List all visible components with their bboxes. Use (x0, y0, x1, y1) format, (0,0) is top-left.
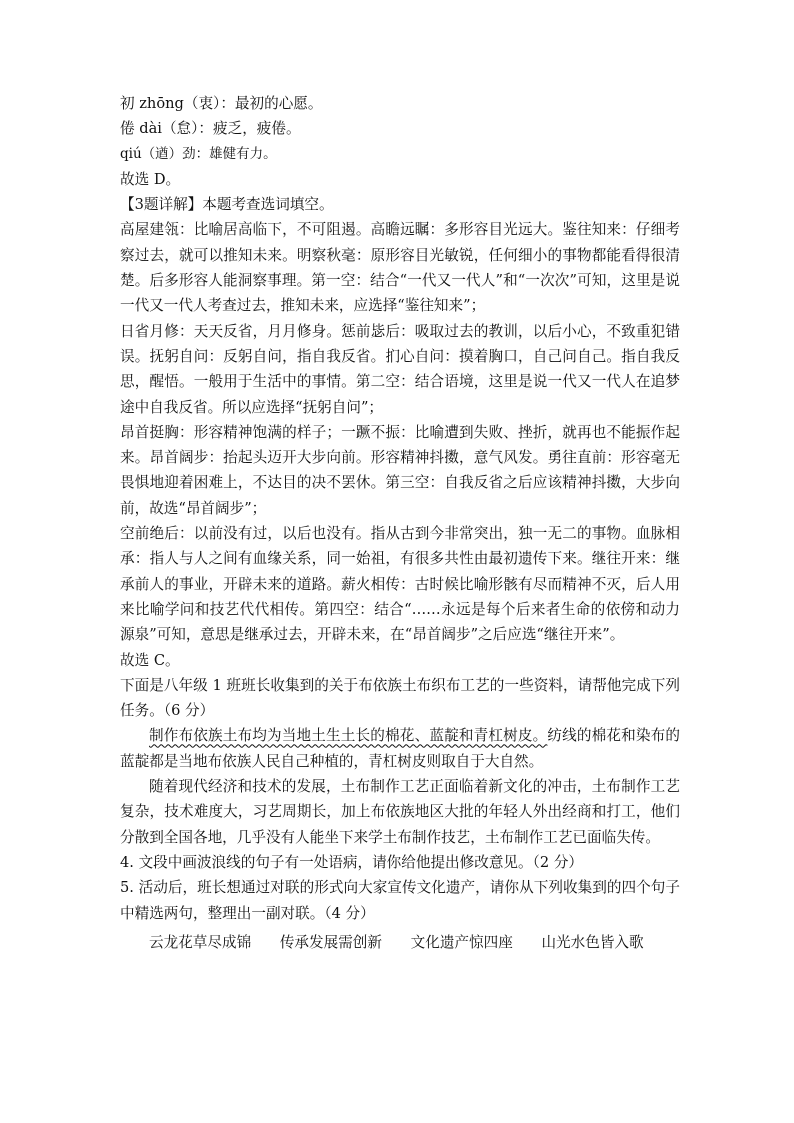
q3-paragraph-2: 日省月修：天天反省，月月修身。惩前毖后：吸取过去的教训，以后小心，不致重犯错误。抚躬自问：反躬自问，指自我反省。扪心自问：摸着胸口，自己问自己。指自我反思，醒悟。一般用于生活中的事情。第二空：结合语境，这里是说一代又一代人在追梦途中自我反省。所以应选择“抚躬自问”； (120, 322, 680, 416)
wavy-sentence: 制作布依族土布均为当地土生土长的棉花、蓝靛和青杠树皮。 (149, 727, 548, 745)
q3-heading: 【3题详解】本题考查选词填空。 (120, 196, 334, 214)
answer-c: 故选 C。 (120, 651, 180, 669)
note-zhong: 初 zhōng（衷）：最初的心愿。 (120, 95, 323, 112)
q3-paragraph-4: 空前绝后：以前没有过，以后也没有。指从古到今非常突出，独一无二的事物。血脉相承：指人与人之间有血缘关系，同一始祖，有很多共性由最初遗传下来。继往开来：继承前人的事业，开辟未来的道路。薪火相传：古时候比喻形骸有尽而精神不灭，后人用来比喻学问和技艺代代相传。第四空：结合“……永远是每个后来者生命的依傍和动力源泉”可知，意思是继承过去，开辟未来，在“昂首阔步”之后应选“继往开来”。 (120, 525, 680, 644)
material-paragraph-2: 随着现代经济和技术的发展，土布制作工艺正面临着新文化的冲击，土布制作工艺复杂，技术难度大，习艺周期长，加上布依族地区大批的年轻人外出经商和打工，他们分散到全国各地，几乎没有人能坐下来学土布制作技艺，土布制作工艺已面临失传。 (120, 778, 680, 846)
option-4: 山光水色皆入歌 (541, 933, 644, 951)
section-intro: 下面是八年级 1 班班长收集到的关于布依族土布织布工艺的一些资料，请帮他完成下列任务。（6 分） (120, 676, 680, 720)
material-paragraph-1 (120, 723, 680, 774)
q3-paragraph-3: 昂首挺胸：形容精神饱满的样子；一蹶不振：比喻遭到失败、挫折，就再也不能振作起来。昂首阔步：抬起头迈开大步向前。形容精神抖擞，意气风发。勇往直前：形容毫无畏惧地迎着困难上，不达目的决不罢休。第三空：自我反省之后应该精神抖擞，大步向前，故选“昂首阔步”； (120, 423, 680, 517)
option-1: 云龙花草尽成锦 (149, 933, 252, 951)
material-paragraph-1-rest: 纺线的棉花和染布的蓝靛都是当地布依族人民自己种植的，青杠树皮则取自于大自然。 (120, 727, 680, 770)
question-4: 4. 文段中画波浪线的句子有一处语病，请你给他提出修改意见。（2 分） (120, 853, 584, 871)
q3-paragraph-1: 高屋建瓴：比喻居高临下，不可阻遏。高瞻远瞩：多形容目光远大。鉴往知来：仔细考察过去，就可以推知未来。明察秋毫：原形容目光敏锐，任何细小的事物都能看得很清楚。后多形容人能洞察事理。第一空：结合“一代又一代人”和“一次次”可知，这里是说一代又一代人考查过去，推知未来，应选择“鉴往知来”； (120, 221, 680, 315)
option-3: 文化遗产惊四座 (410, 933, 513, 951)
document-page (120, 91, 680, 955)
couplet-options (120, 930, 680, 955)
option-2: 传承发展需创新 (279, 933, 382, 951)
answer-d: 故选 D。 (120, 170, 181, 188)
question-5: 5. 活动后，班长想通过对联的形式向大家宣传文化遗产，请你从下列收集到的四个句子中精选两句，整理出一副对联。（4 分） (120, 879, 680, 922)
note-qiu: qiú（遒）劲：雄健有力。 (120, 145, 277, 162)
note-dai: 倦 dài（怠）：疲乏，疲倦。 (120, 120, 301, 138)
